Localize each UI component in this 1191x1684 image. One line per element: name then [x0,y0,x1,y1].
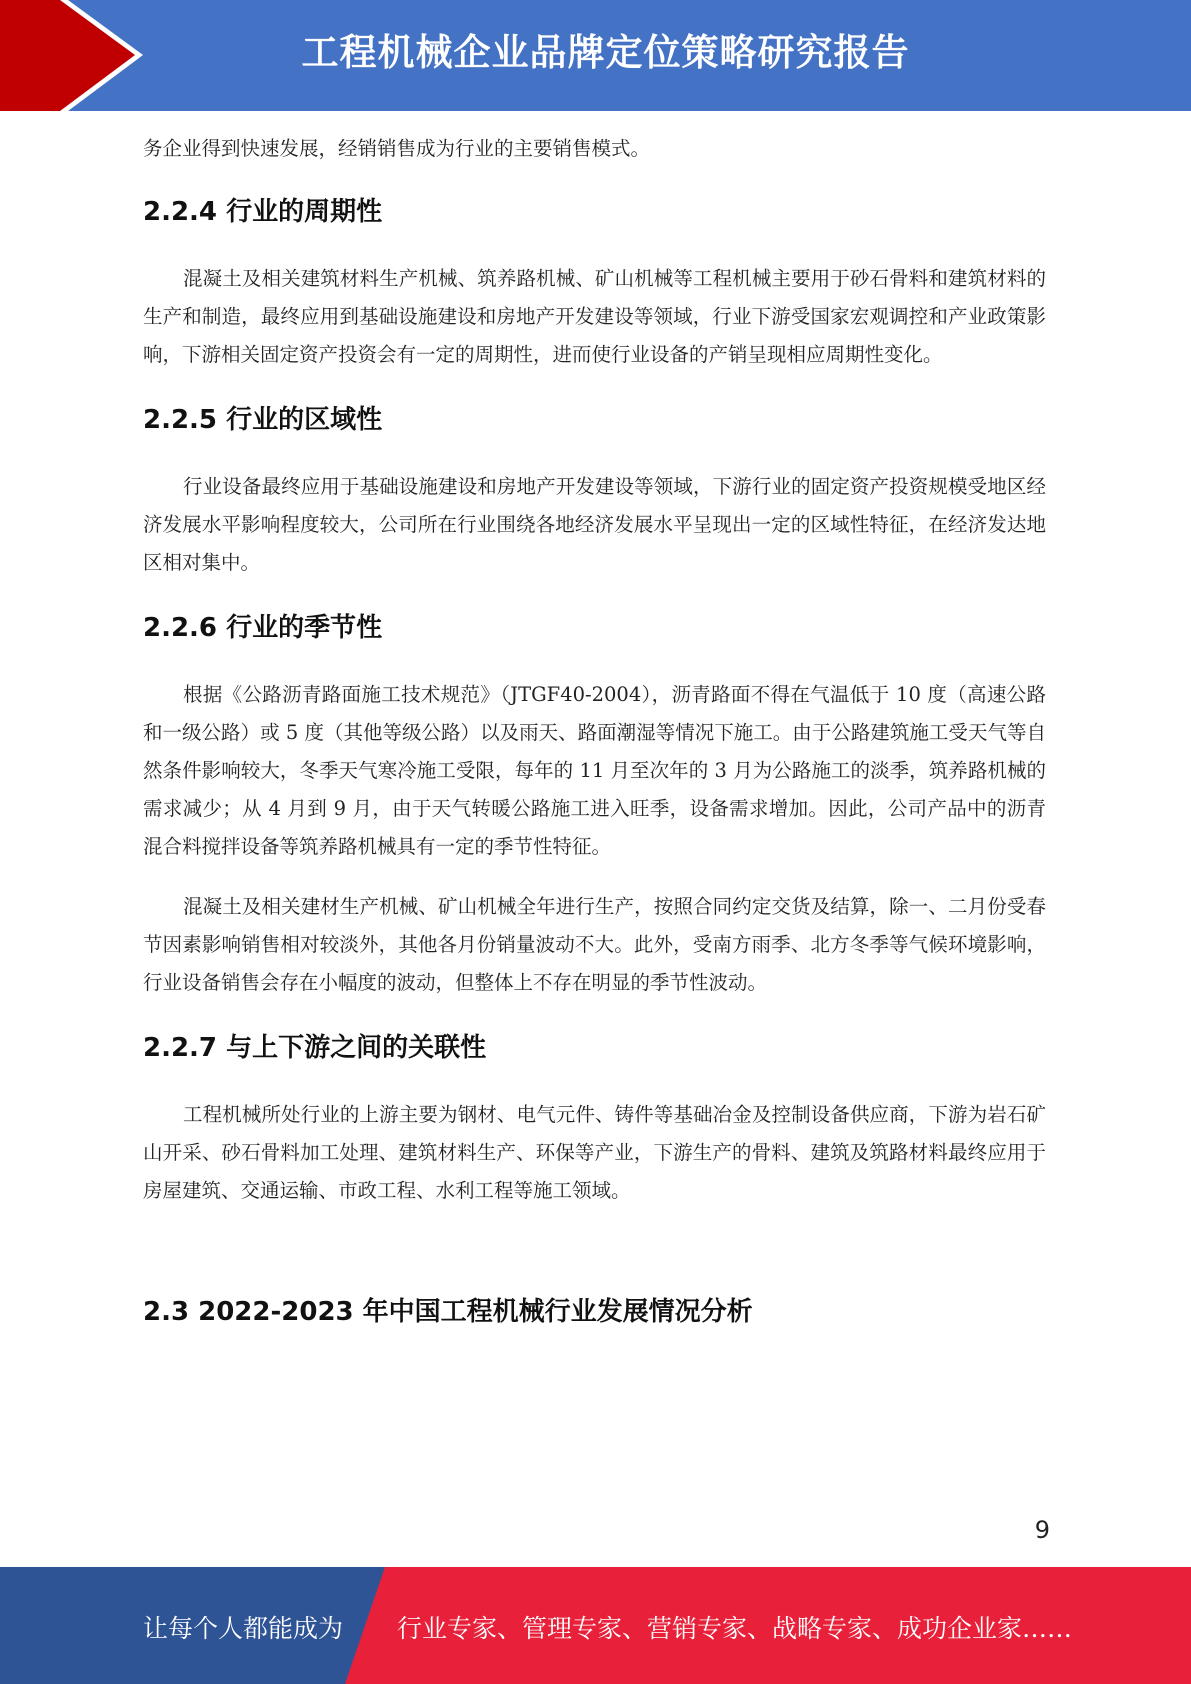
page-footer [0,1567,1191,1684]
heading-2-2-5: 2.2.5 行业的区域性 [143,405,383,435]
paragraph-2-2-6-1: 根据《公路沥青路面施工技术规范》（JTGF40-2004），沥青路面不得在气温低于 10 度（高速公路和一级公路）或 5 度（其他等级公路）以及雨天、路面潮湿等情况下施工。由于公路建筑施工受天气等自然条件影响较大，冬季天气寒冷施工受限，每年的 11 月至次年的 3 月为公路施工的淡季，筑养路机械的需求减少；从 4 月到 9 月，由于天气转暖公路施工进入旺季，设备需求增加。因此，公司产品中的沥青混合料搅拌设备等筑养路机械具有一定的季节性特征。 [143,683,1046,858]
paragraph-2-2-6-2: 混凝土及相关建材生产机械、矿山机械全年进行生产，按照合同约定交货及结算，除一、二月份受春节因素影响销售相对较淡外，其他各月份销量波动不大。此外，受南方雨季、北方冬季等气候环境影响，行业设备销售会存在小幅度的波动，但整体上不存在明显的季节性波动。 [143,895,1046,994]
heading-2-2-4: 2.2.4 行业的周期性 [143,197,383,227]
paragraph-2-2-7: 工程机械所处行业的上游主要为钢材、电气元件、铸件等基础冶金及控制设备供应商，下游为岩石矿山开采、砂石骨料加工处理、建筑材料生产、环保等产业，下游生产的骨料、建筑及筑路材料最终应用于房屋建筑、交通运输、市政工程、水利工程等施工领域。 [143,1103,1046,1202]
intro-paragraph: 务企业得到快速发展，经销销售成为行业的主要销售模式。 [143,137,651,160]
footer-slogan-right: 行业专家、管理专家、营销专家、战略专家、成功企业家…… [397,1614,1073,1643]
paragraph-2-2-5: 行业设备最终应用于基础设施建设和房地产开发建设等领域，下游行业的固定资产投资规模受地区经济发展水平影响程度较大，公司所在行业围绕各地经济发展水平呈现出一定的区域性特征，在经济发达地区相对集中。 [143,475,1046,574]
footer-slogan-left: 让每个人都能成为 [143,1614,344,1643]
heading-2-2-7: 2.2.7 与上下游之间的关联性 [143,1033,487,1063]
page-content [143,130,1046,1332]
document-title: 工程机械企业品牌定位策略研究报告 [301,31,910,74]
paragraph-2-2-4: 混凝土及相关建筑材料生产机械、筑养路机械、矿山机械等工程机械主要用于砂石骨料和建筑材料的生产和制造，最终应用到基础设施建设和房地产开发建设等领域，行业下游受国家宏观调控和产业政策影响，下游相关固定资产投资会有一定的周期性，进而使行业设备的产销呈现相应周期性变化。 [143,267,1046,366]
page-header [0,0,1191,111]
heading-2-3: 2.3 2022-2023 年中国工程机械行业发展情况分析 [143,1297,753,1327]
heading-2-2-6: 2.2.6 行业的季节性 [143,613,383,643]
page-number: 9 [1034,1516,1050,1544]
